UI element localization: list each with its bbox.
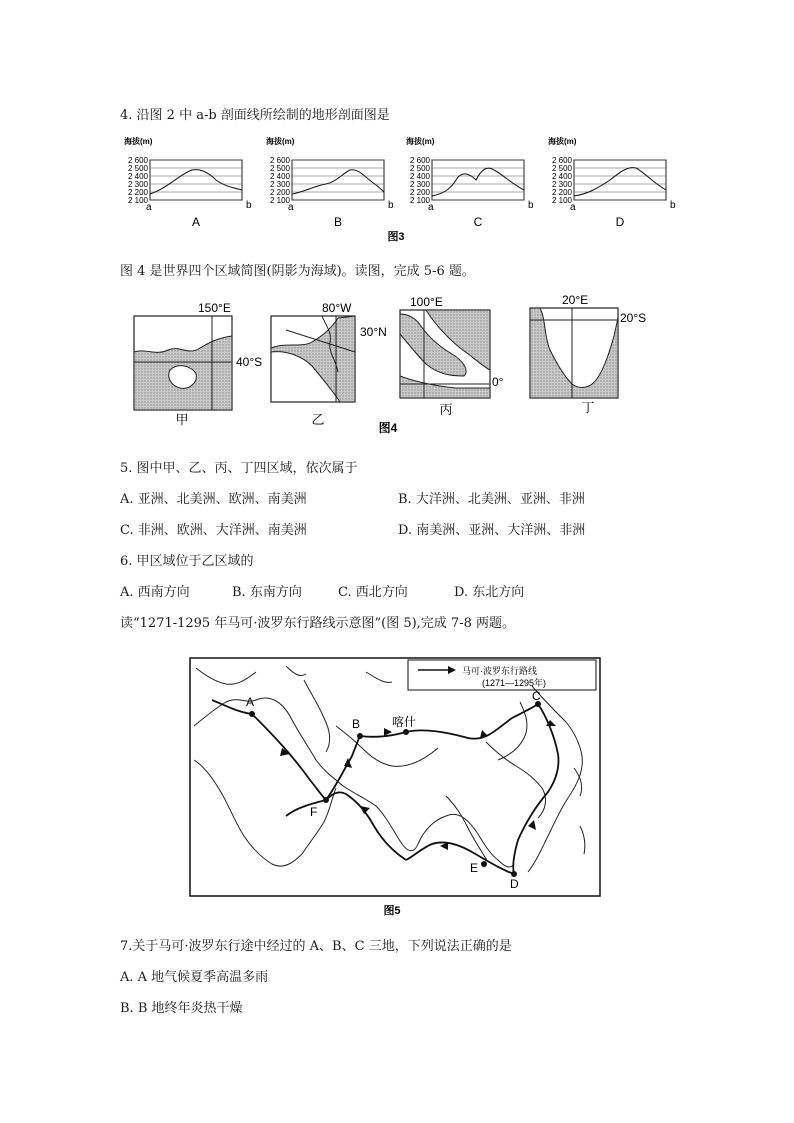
- question-7-option-a[interactable]: A. A 地气候夏季高温多雨: [120, 970, 269, 985]
- profile-tick-label: 2 500: [269, 164, 290, 173]
- profile-tick-label: 2 400: [551, 172, 572, 181]
- profile-end-label: b: [528, 200, 534, 211]
- question-6-option-d[interactable]: D. 东北方向: [454, 585, 525, 600]
- profile-tick-label: 2 500: [551, 164, 572, 173]
- question-5-option-d[interactable]: D. 南美洲、亚洲、大洋洲、非洲: [398, 523, 586, 538]
- map-yi: [271, 301, 387, 427]
- map-bing: [400, 295, 504, 417]
- profile-box: [150, 160, 242, 200]
- figure-3-caption: 图3: [387, 231, 405, 243]
- map-jia: [134, 301, 262, 427]
- question-7: 7.关于马可·波罗东行途中经过的 A、B、C 三地，下列说法正确的是: [120, 939, 512, 954]
- profile-panel-a: [123, 136, 252, 229]
- place-e-label: E: [470, 861, 479, 875]
- profile-option-letter: C: [473, 215, 483, 229]
- map-jia-longitude: 150°E: [198, 301, 231, 315]
- question-6: 6. 甲区域位于乙区域的: [120, 554, 254, 569]
- profile-panel-d: [547, 136, 676, 229]
- profile-tick-label: 2 100: [409, 196, 430, 205]
- profile-tick-label: 2 300: [127, 180, 148, 189]
- place-b-marker: [357, 733, 363, 739]
- profile-tick-label: 2 300: [409, 180, 430, 189]
- place-b-label: B: [352, 717, 361, 731]
- profile-curve: [292, 170, 384, 194]
- profile-tick-label: 2 300: [269, 180, 290, 189]
- profile-ylabel: 海拔(m): [266, 137, 295, 146]
- place-e-marker: [481, 861, 487, 867]
- profile-start-label: a: [428, 202, 434, 213]
- question-5-option-a[interactable]: A. 亚洲、北美洲、欧洲、南美洲: [120, 492, 307, 507]
- legend-title: 马可·波罗东行路线: [462, 666, 537, 676]
- profile-tick-label: 2 200: [127, 188, 148, 197]
- place-kashgar-label: 喀什: [392, 715, 417, 729]
- profile-end-label: b: [388, 200, 394, 211]
- map-ding: [530, 293, 646, 415]
- profile-option-letter: A: [191, 215, 201, 229]
- map-ding-latitude: 20°S: [620, 311, 646, 325]
- question-4: 4. 沿图 2 中 a-b 剖面线所绘制的地形剖面图是: [120, 108, 390, 123]
- profile-ylabel: 海拔(m): [406, 137, 435, 146]
- profile-tick-label: 2 100: [127, 196, 148, 205]
- profile-tick-label: 2 200: [409, 188, 430, 197]
- map-yi-latitude: 30°N: [360, 325, 387, 339]
- place-a-marker: [249, 711, 255, 717]
- profile-tick-label: 2 400: [409, 172, 430, 181]
- profile-end-label: b: [670, 200, 676, 211]
- profile-tick-label: 2 100: [269, 196, 290, 205]
- profile-tick-label: 2 400: [269, 172, 290, 181]
- place-kashgar-marker: [403, 729, 409, 735]
- profile-end-label: b: [246, 200, 252, 211]
- profile-ylabel: 海拔(m): [548, 137, 577, 146]
- figure-4-caption: 图4: [378, 421, 398, 435]
- map-ding-longitude: 20°E: [562, 293, 589, 307]
- profile-tick-label: 2 400: [127, 172, 148, 181]
- figure-4: [126, 290, 646, 440]
- question-5-option-b[interactable]: B. 大洋洲、北美洲、亚洲、非洲: [398, 492, 585, 507]
- intro-questions-5-6: 图 4 是世界四个区域简图(阴影为海域)。读图，完成 5-6 题。: [120, 264, 475, 279]
- question-6-option-b[interactable]: B. 东南方向: [232, 585, 302, 600]
- map-jia-name: 甲: [175, 412, 189, 427]
- profile-tick-label: 2 300: [551, 180, 572, 189]
- map-jia-latitude: 40°S: [236, 355, 263, 369]
- question-5: 5. 图中甲、乙、丙、丁四区域，依次属于: [120, 461, 358, 476]
- profile-panel-c: [405, 136, 534, 229]
- figure-3: [118, 134, 678, 246]
- profile-option-letter: B: [333, 215, 343, 229]
- question-5-option-c[interactable]: C. 非洲、欧洲、大洋洲、南美洲: [120, 523, 307, 538]
- figure-5: [186, 656, 606, 920]
- question-6-option-a[interactable]: A. 西南方向: [120, 585, 190, 600]
- profile-tick-label: 2 100: [551, 196, 572, 205]
- profile-tick-label: 2 600: [551, 156, 572, 165]
- profile-ylabel: 海拔(m): [124, 137, 153, 146]
- profile-tick-label: 2 500: [127, 164, 148, 173]
- map-yi-name: 乙: [311, 412, 325, 427]
- profile-tick-label: 2 600: [269, 156, 290, 165]
- profile-box: [432, 160, 524, 200]
- question-6-option-c[interactable]: C. 西北方向: [338, 585, 408, 600]
- profile-tick-label: 2 200: [551, 188, 572, 197]
- figure-5-caption: 图5: [383, 905, 401, 917]
- map-bing-name: 丙: [439, 402, 453, 417]
- profile-start-label: a: [146, 202, 152, 213]
- intro-questions-7-8: 读“1271-1295 年马可·波罗东行路线示意图”(图 5),完成 7-8 两题。: [120, 616, 515, 631]
- profile-option-letter: D: [615, 215, 625, 229]
- profile-tick-label: 2 200: [269, 188, 290, 197]
- map-yi-longitude: 80°W: [322, 301, 352, 315]
- place-d-label: D: [510, 877, 519, 891]
- profile-tick-label: 2 600: [409, 156, 430, 165]
- profile-panel-b: [265, 136, 394, 229]
- route-legend: [408, 660, 596, 690]
- profile-tick-label: 2 500: [409, 164, 430, 173]
- question-7-option-b[interactable]: B. B 地终年炎热干燥: [120, 1001, 243, 1016]
- profile-tick-label: 2 600: [127, 156, 148, 165]
- map-ding-name: 丁: [581, 400, 595, 415]
- legend-years: (1271—1295年): [482, 678, 547, 688]
- map-bing-latitude: 0°: [492, 375, 504, 389]
- map-bing-longitude: 100°E: [410, 295, 443, 309]
- place-a-label: A: [246, 695, 255, 709]
- place-f-marker: [323, 797, 329, 803]
- profile-start-label: a: [570, 202, 576, 213]
- profile-curve: [150, 170, 242, 194]
- profile-start-label: a: [288, 202, 294, 213]
- place-f-label: F: [310, 805, 318, 819]
- place-c-label: C: [532, 689, 541, 703]
